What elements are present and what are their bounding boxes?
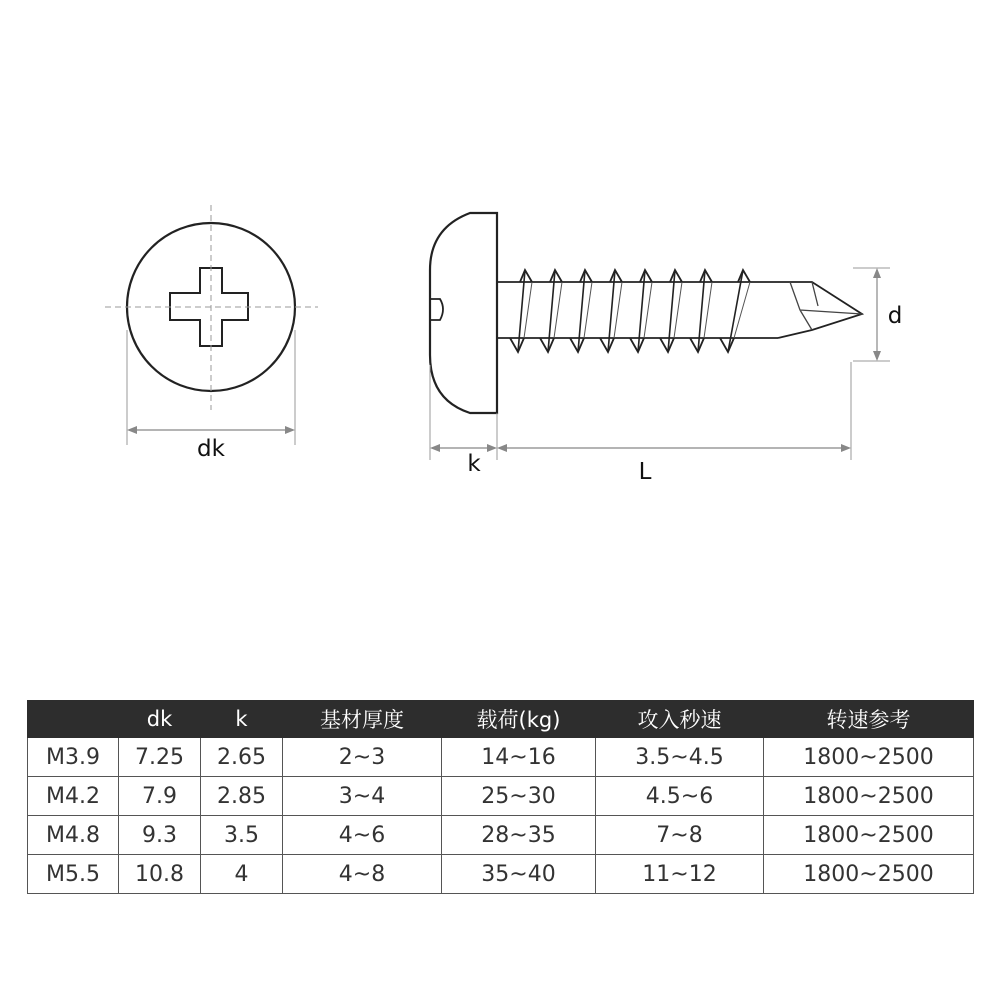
table-cell: 4~6: [283, 816, 442, 855]
table-cell: 28~35: [442, 816, 596, 855]
table-cell: M4.2: [28, 777, 119, 816]
l-arrow-left-icon: [497, 444, 507, 452]
header-cell-rpm-reference: 转速参考: [764, 701, 974, 738]
spec-table: [27, 700, 974, 894]
table-cell: 14~16: [442, 738, 596, 777]
table-cell: 25~30: [442, 777, 596, 816]
table-cell: 1800~2500: [764, 855, 974, 894]
table-cell: 2~3: [283, 738, 442, 777]
table-cell: M3.9: [28, 738, 119, 777]
table-row: [28, 777, 974, 816]
header-cell-size: [28, 701, 119, 738]
table-cell: 3~4: [283, 777, 442, 816]
table-cell: 4.5~6: [596, 777, 764, 816]
drill-point-tip: [778, 282, 862, 338]
screw-head-top-view: [105, 205, 318, 462]
k-arrow-left-icon: [430, 444, 440, 452]
table-cell: 1800~2500: [764, 738, 974, 777]
table-cell: 7.25: [119, 738, 201, 777]
header-cell-material-thickness: 基材厚度: [283, 701, 442, 738]
table-cell: 1800~2500: [764, 777, 974, 816]
table-cell: 2.65: [201, 738, 283, 777]
table-cell: 3.5: [201, 816, 283, 855]
table-row: [28, 738, 974, 777]
table-cell: 3.5~4.5: [596, 738, 764, 777]
l-arrow-right-icon: [841, 444, 851, 452]
table-row: [28, 816, 974, 855]
thread-crests-bottom: [510, 338, 734, 352]
header-cell-drill-speed: 攻入秒速: [596, 701, 764, 738]
table-cell: 10.8: [119, 855, 201, 894]
d-arrow-bottom-icon: [873, 351, 881, 361]
table-cell: 4~8: [283, 855, 442, 894]
head-recess-slot: [430, 299, 443, 320]
screw-side-view: [430, 213, 902, 485]
table-cell: 2.85: [201, 777, 283, 816]
header-cell-dk: dk: [119, 701, 201, 738]
table-cell: 1800~2500: [764, 816, 974, 855]
dk-label: dk: [197, 436, 225, 462]
table-header-row: [28, 701, 974, 738]
thread-helix-shading: [524, 282, 750, 338]
dk-arrow-left-icon: [127, 426, 137, 434]
table-cell: 9.3: [119, 816, 201, 855]
table-row: [28, 855, 974, 894]
table-cell: 11~12: [596, 855, 764, 894]
dk-arrow-right-icon: [285, 426, 295, 434]
header-cell-k: k: [201, 701, 283, 738]
header-cell-load: 载荷(kg): [442, 701, 596, 738]
table-cell: 7~8: [596, 816, 764, 855]
table-cell: 4: [201, 855, 283, 894]
l-label: L: [638, 459, 652, 485]
pan-head-profile: [430, 213, 497, 413]
drill-point-flute: [790, 282, 862, 330]
table-cell: M4.8: [28, 816, 119, 855]
d-label: d: [887, 303, 903, 329]
d-arrow-top-icon: [873, 268, 881, 278]
table-cell: 7.9: [119, 777, 201, 816]
k-label: k: [467, 451, 481, 477]
table-cell: M5.5: [28, 855, 119, 894]
table-cell: 35~40: [442, 855, 596, 894]
k-arrow-right-icon: [487, 444, 497, 452]
